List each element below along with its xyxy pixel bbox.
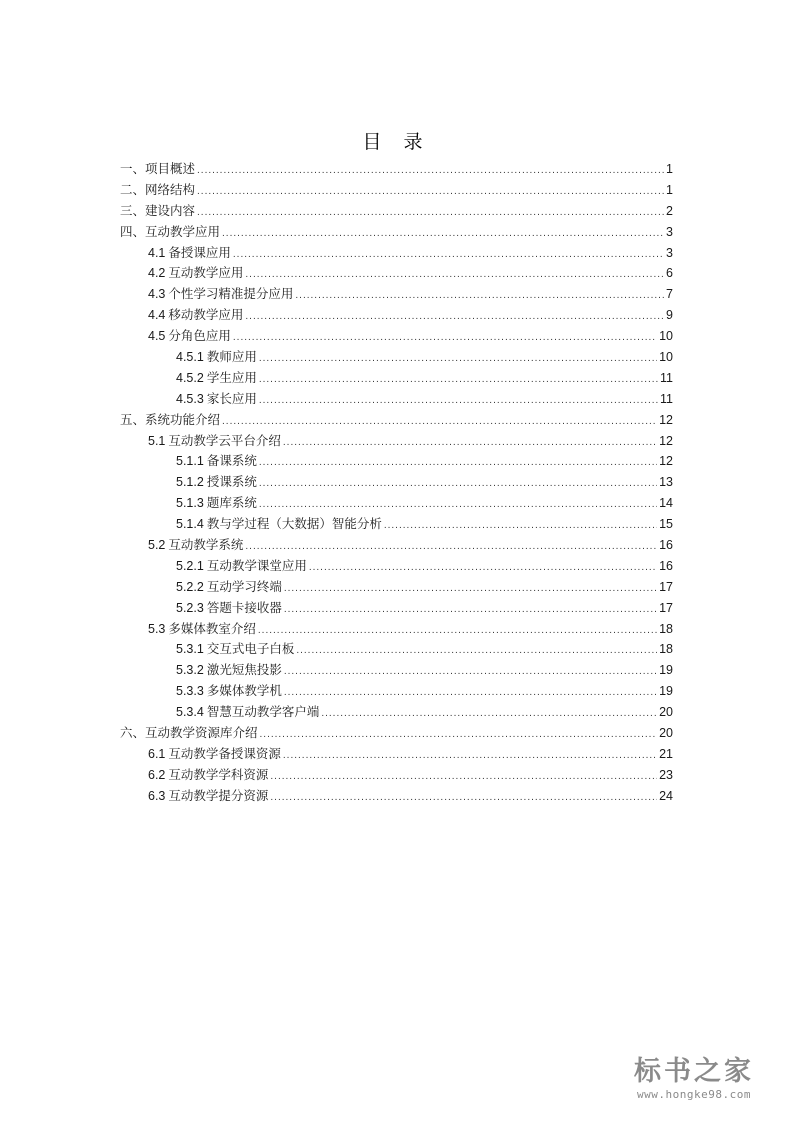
toc-entry[interactable] [120,451,673,472]
toc-entry-text: 互动教学学科资源 [168,766,269,782]
toc-entry-label [148,326,231,347]
toc-leader-dots [245,265,664,286]
toc-entry[interactable] [120,180,673,201]
toc-entry-text: 备授课应用 [168,244,231,260]
toc-entry[interactable] [120,639,673,660]
toc-entry-number: 4.3 [148,287,166,302]
toc-entry-text: 互动教学云平台介绍 [168,432,281,448]
toc-entry-text: 三、建设内容 [120,202,196,218]
toc-entry-text: 互动学习终端 [206,578,282,594]
toc-leader-dots [245,537,657,558]
toc-leader-dots [296,641,657,662]
toc-entry-label [148,284,293,305]
toc-leader-dots [270,767,657,788]
toc-entry-page-number: 15 [659,517,673,532]
toc-leader-dots [284,662,657,683]
toc-entry-page-number: 12 [659,454,673,469]
toc-entry[interactable] [120,431,673,452]
toc-entry-label [176,451,257,472]
toc-entry-number: 5.1.3 [176,496,204,511]
table-of-contents [120,159,673,807]
toc-entry-label [176,577,282,598]
toc-entry-page-number: 12 [659,412,673,427]
toc-entry-label [148,765,268,786]
toc-leader-dots [259,391,658,412]
toc-entry[interactable] [120,493,673,514]
toc-entry-page-number: 7 [666,287,673,302]
watermark-logo [619,1056,769,1102]
toc-entry-text: 学生应用 [206,369,257,385]
toc-leader-dots [222,412,657,433]
toc-entry-label [176,347,257,368]
toc-entry-label [176,514,382,535]
toc-entry-label [176,472,257,493]
toc-entry-number: 5.3.2 [176,663,204,678]
toc-entry-page-number: 12 [659,433,673,448]
toc-entry-number: 5.3 [148,621,166,636]
toc-leader-dots [321,704,657,725]
toc-entry-label [176,660,282,681]
toc-entry-page-number: 19 [659,663,673,678]
toc-entry-text: 互动教学课堂应用 [206,557,307,573]
toc-entry-page-number: 3 [666,245,673,260]
toc-leader-dots [197,203,664,224]
toc-entry-text: 互动教学系统 [168,537,244,553]
toc-entry-label [176,368,257,389]
toc-entry[interactable] [120,660,673,681]
toc-entry-number: 6.3 [148,788,166,803]
toc-entry-text: 二、网络结构 [120,181,196,197]
toc-leader-dots [283,746,657,767]
toc-leader-dots [260,725,658,746]
toc-entry-number: 5.3.1 [176,642,204,657]
toc-entry-text: 互动教学提分资源 [168,787,269,803]
toc-entry-page-number: 20 [659,705,673,720]
toc-entry-text: 互动教学应用 [168,265,244,281]
toc-entry-text: 答题卡接收器 [206,599,282,615]
toc-entry[interactable] [120,201,673,222]
toc-leader-dots [259,349,657,370]
toc-entry[interactable] [120,263,673,284]
toc-leader-dots [283,433,657,454]
toc-entry[interactable] [120,556,673,577]
toc-entry-number: 5.3.4 [176,705,204,720]
toc-entry-page-number: 16 [659,558,673,573]
toc-entry[interactable] [120,681,673,702]
watermark-url: www.hongke98.com [637,1088,751,1101]
toc-entry[interactable] [120,514,673,535]
toc-leader-dots [222,224,664,245]
toc-leader-dots [284,683,657,704]
toc-entry-page-number: 13 [659,475,673,490]
toc-entry-text: 教与学过程（大数据）智能分析 [206,516,382,532]
toc-entry-number: 4.4 [148,308,166,323]
toc-entry-number: 6.2 [148,767,166,782]
toc-entry-page-number: 6 [666,266,673,281]
toc-entry-label [148,243,231,264]
toc-entry-text: 一、项目概述 [120,161,196,176]
toc-entry-label [148,305,243,326]
toc-entry-label [176,389,257,410]
toc-entry[interactable] [120,305,673,326]
toc-entry[interactable] [120,347,673,368]
toc-entry-text: 四、互动教学应用 [120,223,221,239]
toc-entry-number: 5.2.3 [176,600,204,615]
toc-leader-dots [197,182,664,203]
toc-entry-label [148,619,256,640]
toc-leader-dots [295,286,664,307]
toc-entry-page-number: 21 [659,746,673,761]
toc-entry[interactable] [120,765,673,786]
toc-leader-dots [258,621,657,642]
toc-entry[interactable] [120,326,673,347]
toc-entry-number: 4.1 [148,245,166,260]
toc-entry-text: 个性学习精准提分应用 [168,286,294,302]
toc-entry-label [176,639,294,660]
toc-entry-page-number: 11 [660,370,673,385]
toc-entry[interactable] [120,368,673,389]
toc-entry-page-number: 11 [660,391,673,406]
toc-entry-page-number: 1 [666,182,673,197]
toc-entry-number: 5.2.2 [176,579,204,594]
toc-entry-page-number: 23 [659,767,673,782]
toc-entry-label [176,702,319,723]
toc-entry-label [120,723,258,744]
toc-entry-number: 4.2 [148,266,166,281]
toc-entry-page-number: 17 [659,579,673,594]
toc-entry-text: 备课系统 [206,453,257,469]
toc-leader-dots [270,788,657,809]
toc-leader-dots [309,558,657,579]
toc-leader-dots [259,370,658,391]
toc-entry-page-number: 3 [666,224,673,239]
toc-entry-text: 智慧互动教学客户端 [206,704,320,720]
toc-entry-text: 多媒体教学机 [206,683,282,699]
toc-entry[interactable] [120,577,673,598]
toc-entry[interactable] [120,619,673,640]
toc-entry-text: 六、互动教学资源库介绍 [120,725,258,741]
toc-entry[interactable] [120,598,673,619]
toc-entry[interactable] [120,786,673,807]
toc-entry-label [120,222,220,243]
toc-leader-dots [233,245,664,266]
toc-entry-number: 5.1.2 [176,475,204,490]
toc-entry-text: 多媒体教室介绍 [168,620,256,636]
toc-entry-label [148,431,281,452]
toc-entry[interactable] [120,222,673,243]
toc-entry[interactable] [120,702,673,723]
toc-entry-text: 五、系统功能介绍 [120,411,221,427]
toc-entry-page-number: 10 [659,350,673,365]
toc-entry-page-number: 18 [659,642,673,657]
toc-entry-text: 互动教学备授课资源 [168,745,281,761]
toc-entry-label [148,535,243,556]
toc-entry-text: 交互式电子白板 [206,641,295,657]
toc-entry-number: 4.5.3 [176,391,204,406]
toc-entry-page-number: 24 [659,788,673,803]
toc-entry-number: 5.3.3 [176,684,204,699]
toc-entry-page-number: 17 [659,600,673,615]
toc-entry-page-number: 16 [659,538,673,553]
toc-entry-text: 激光短焦投影 [206,662,282,678]
toc-entry-text: 家长应用 [206,390,257,406]
toc-entry-label [148,263,243,284]
toc-entry-label [176,493,257,514]
toc-entry-text: 教师应用 [206,349,257,365]
toc-entry-text: 题库系统 [206,495,257,511]
toc-entry-label [120,201,195,222]
toc-entry-label [120,410,220,431]
toc-entry[interactable] [120,389,673,410]
toc-leader-dots [197,161,664,182]
toc-entry-page-number: 18 [659,621,673,636]
toc-entry-number: 4.5.2 [176,370,204,385]
toc-leader-dots [284,579,657,600]
toc-leader-dots [259,453,657,474]
toc-entry-page-number: 1 [666,162,673,176]
toc-entry[interactable] [120,159,673,180]
toc-entry[interactable] [120,284,673,305]
toc-entry-page-number: 2 [666,203,673,218]
toc-entry-label [148,744,281,765]
toc-entry-page-number: 9 [666,308,673,323]
toc-leader-dots [284,600,657,621]
toc-entry-label [176,598,282,619]
toc-entry-label [120,180,195,201]
toc-entry-label [176,681,282,702]
toc-entry-number: 5.1.4 [176,517,204,532]
toc-entry[interactable] [120,744,673,765]
toc-entry[interactable] [120,472,673,493]
toc-leader-dots [245,307,664,328]
toc-title: 目 录 [362,131,431,153]
toc-entry-number: 5.1 [148,433,166,448]
toc-leader-dots [384,516,657,537]
toc-entry-text: 授课系统 [206,474,257,490]
toc-entry-label [120,159,195,180]
toc-entry-label [176,556,307,577]
toc-entry-text: 移动教学应用 [168,307,244,323]
toc-entry-number: 5.2 [148,538,166,553]
toc-entry-page-number: 14 [659,496,673,511]
toc-leader-dots [259,495,657,516]
toc-entry-number: 5.2.1 [176,558,204,573]
toc-entry-page-number: 19 [659,684,673,699]
toc-entry-page-number: 20 [659,726,673,741]
toc-entry-label [148,786,268,807]
toc-leader-dots [259,474,657,495]
toc-entry-number: 4.5 [148,329,166,344]
toc-entry-text: 分角色应用 [168,328,231,344]
toc-entry[interactable] [120,243,673,264]
toc-entry[interactable] [120,723,673,744]
toc-entry[interactable] [120,410,673,431]
toc-entry-number: 4.5.1 [176,350,204,365]
watermark-logo-text: 标书之家 [634,1056,754,1087]
toc-entry[interactable] [120,535,673,556]
toc-entry-page-number: 10 [659,329,673,344]
toc-entry-number: 5.1.1 [176,454,204,469]
toc-leader-dots [233,328,657,349]
toc-entry-number: 6.1 [148,746,166,761]
